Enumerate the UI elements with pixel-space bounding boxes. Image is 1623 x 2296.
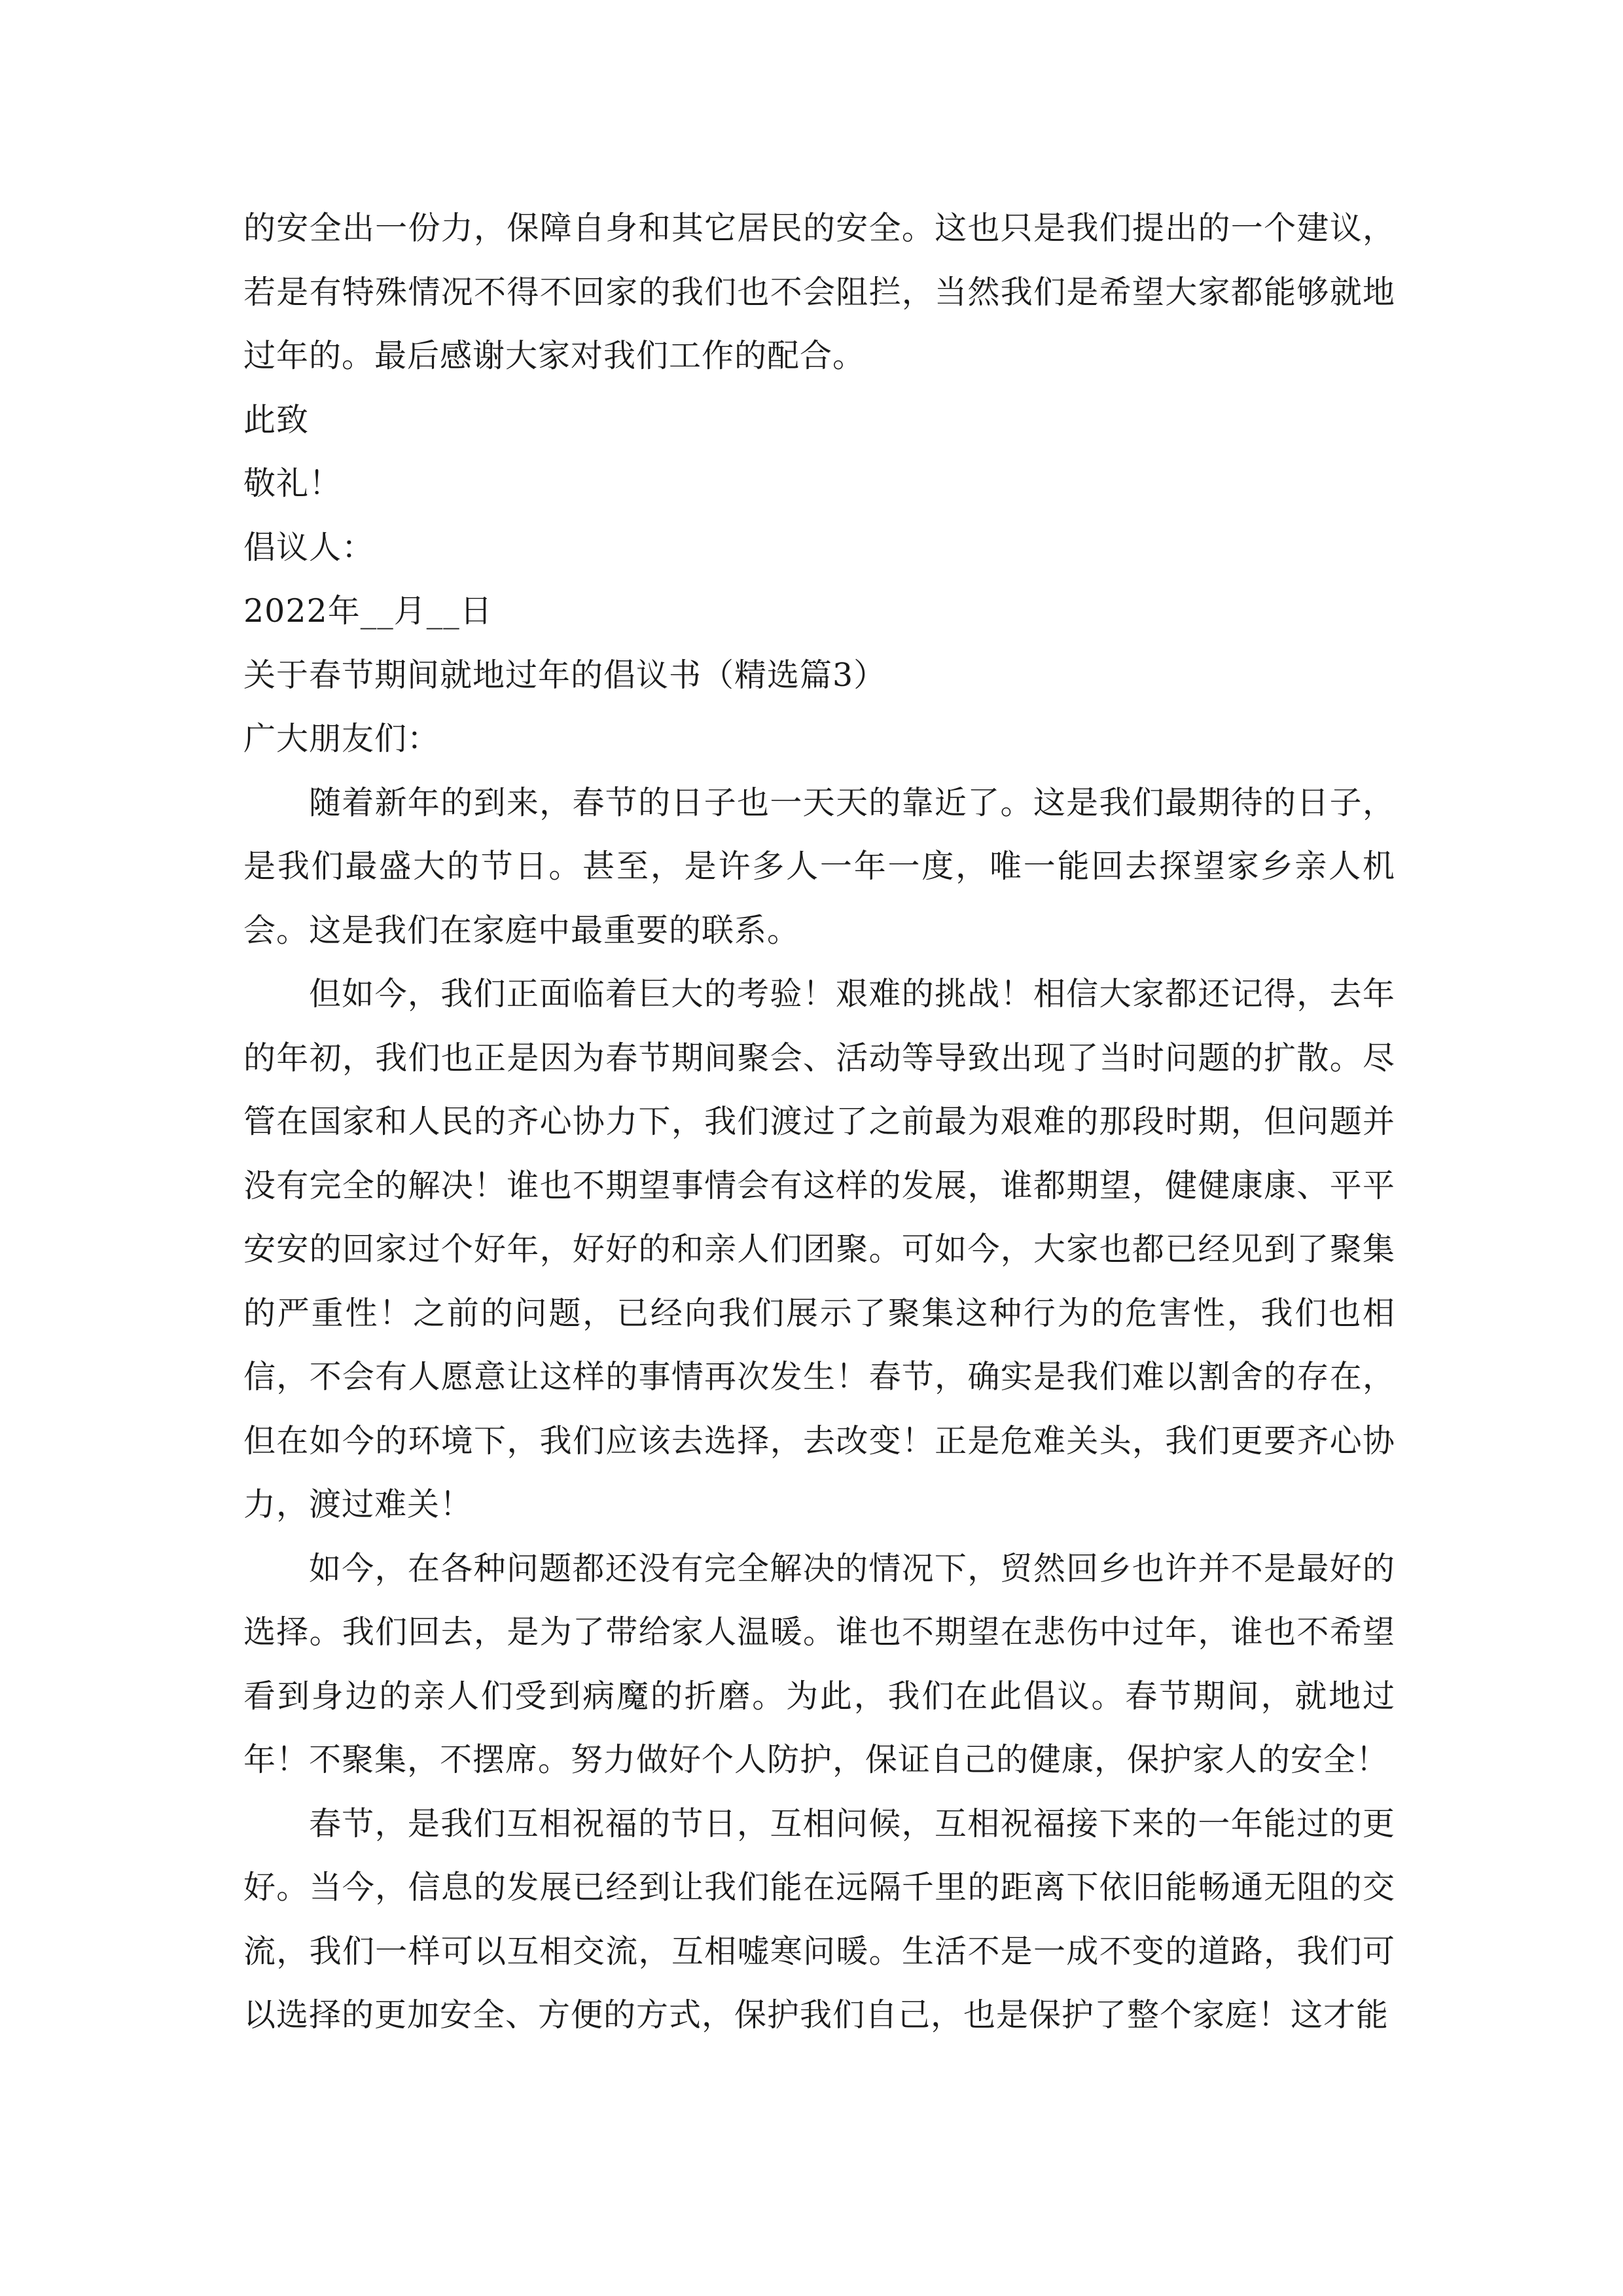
signatory-label: 倡议人： — [243, 528, 375, 566]
paragraph-continued: 的安全出一份力，保障自身和其它居民的安全。这也只是我们提出的一个建议，若是有特殊情况不得不回家的我们也不会阻拦，当然我们是希望大家都能够就地过年的。最后感谢大家对我们工作的配合。 — [243, 209, 1395, 374]
date-line: 2022年__月__日 — [243, 592, 493, 630]
closing-salutation: 此致 — [243, 401, 310, 439]
section-title: 关于春节期间就地过年的倡议书（精选篇3） — [243, 656, 887, 694]
closing-respect: 敬礼！ — [243, 465, 342, 502]
document-body — [243, 196, 1395, 2047]
greeting: 广大朋友们： — [243, 720, 440, 757]
paragraph: 但如今，我们正面临着巨大的考验！艰难的挑战！相信大家都还记得，去年的年初，我们也正是因为春节期间聚会、活动等导致出现了当时问题的扩散。尽管在国家和人民的齐心协力下，我们渡过了之前最为艰难的那段时期，但问题并没有完全的解决！谁也不期望事情会有这样的发展，谁都期望，健健康康、平平安安的回家过个好年，好好的和亲人们团聚。可如今，大家也都已经见到了聚集的严重性！之前的问题，已经向我们展示了聚集这种行为的危害性，我们也相信，不会有人愿意让这样的事情再次发生！春节，确实是我们难以割舍的存在，但在如今的环境下，我们应该去选择，去改变！正是危难关头，我们更要齐心协力，渡过难关！ — [243, 975, 1395, 1523]
paragraph: 春节，是我们互相祝福的节日，互相问候，互相祝福接下来的一年能过的更好。当今，信息的发展已经到让我们能在远隔千里的距离下依旧能畅通无阻的交流，我们一样可以互相交流，互相嘘寒问暖。生活不是一成不变的道路，我们可以选择的更加安全、方便的方式，保护我们自己，也是保护了整个家庭！这才能 — [243, 1804, 1395, 2034]
paragraph: 随着新年的到来，春节的日子也一天天的靠近了。这是我们最期待的日子，是我们最盛大的节日。甚至，是许多人一年一度，唯一能回去探望家乡亲人机会。这是我们在家庭中最重要的联系。 — [243, 783, 1395, 949]
paragraph: 如今，在各种问题都还没有完全解决的情况下，贸然回乡也许并不是最好的选择。我们回去，是为了带给家人温暖。谁也不期望在悲伤中过年，谁也不希望看到身边的亲人们受到病魔的折磨。为此，我们在此倡议。春节期间，就地过年！不聚集，不摆席。努力做好个人防护，保证自己的健康，保护家人的安全！ — [243, 1549, 1395, 1778]
